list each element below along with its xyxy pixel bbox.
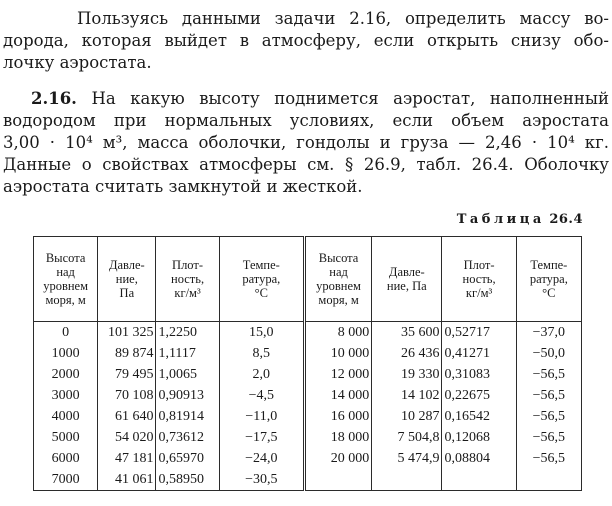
- table-cell: [372, 469, 442, 491]
- table-cell: 10 287: [372, 406, 442, 427]
- table-cell: 0: [34, 322, 98, 344]
- table-cell: 0,16542: [442, 406, 516, 427]
- table-cell: 1,2250: [156, 322, 219, 344]
- table-body: [34, 322, 582, 491]
- table-cell: [442, 469, 516, 491]
- table-row: [34, 448, 582, 469]
- table-cell: 2000: [34, 364, 98, 385]
- atmosphere-properties-table: [33, 236, 582, 491]
- paragraph-line: лочку аэростата.: [3, 53, 152, 72]
- table-cell: 26 436: [372, 343, 442, 364]
- table-cell: 0,73612: [156, 427, 219, 448]
- table-cell: 6000: [34, 448, 98, 469]
- table-caption: [3, 211, 609, 228]
- table-cell: 0,31083: [442, 364, 516, 385]
- table-cell: 1000: [34, 343, 98, 364]
- table-caption-number: 26.4: [549, 212, 583, 227]
- table-cell: 5000: [34, 427, 98, 448]
- table-cell: 0,12068: [442, 427, 516, 448]
- table-cell: 0,58950: [156, 469, 219, 491]
- table-cell: −56,5: [516, 427, 581, 448]
- table-cell: 0,81914: [156, 406, 219, 427]
- table-cell: −56,5: [516, 385, 581, 406]
- table-row: [34, 343, 582, 364]
- table-caption-word: Таблица: [456, 212, 545, 227]
- table-cell: 19 330: [372, 364, 442, 385]
- paragraph-line: 3,00 · 10⁴ м³, масса оболочки, гондолы и груза — 2,46 · 10⁴ кг.: [3, 133, 609, 152]
- table-cell: −17,5: [219, 427, 304, 448]
- table-cell: −4,5: [219, 385, 304, 406]
- column-header: Высота над уровнем моря, м: [304, 237, 371, 322]
- table-cell: 2,0: [219, 364, 304, 385]
- column-header: Давле- ние, Па: [98, 237, 156, 322]
- table-row: [34, 364, 582, 385]
- table-cell: 70 108: [98, 385, 156, 406]
- table-row: [34, 406, 582, 427]
- paragraph-line: Пользуясь данными задачи 2.16, определить массу во-: [77, 9, 609, 28]
- table-cell: 18 000: [304, 427, 371, 448]
- table-cell: 7000: [34, 469, 98, 491]
- column-header: Давле- ние, Па: [372, 237, 442, 322]
- table-cell: [304, 469, 371, 491]
- table-row: [34, 469, 582, 491]
- column-header: Плот- ность, кг/м³: [156, 237, 219, 322]
- table-header-row: [34, 237, 582, 322]
- table-cell: −37,0: [516, 322, 581, 344]
- paragraph-line: Данные о свойствах атмосферы см. § 26.9, табл. 26.4. Оболочку: [3, 155, 609, 174]
- table-cell: 101 325: [98, 322, 156, 344]
- column-header: Высота над уровнем моря, м: [34, 237, 98, 322]
- table-cell: −50,0: [516, 343, 581, 364]
- table-cell: 10 000: [304, 343, 371, 364]
- problem-number: 2.16.: [31, 89, 77, 108]
- table-cell: 8,5: [219, 343, 304, 364]
- table-row: [34, 385, 582, 406]
- table-cell: 47 181: [98, 448, 156, 469]
- table-cell: 5 474,9: [372, 448, 442, 469]
- paragraph-problem-continuation: [3, 8, 609, 74]
- table-cell: −30,5: [219, 469, 304, 491]
- table-cell: 14 102: [372, 385, 442, 406]
- table-cell: 0,65970: [156, 448, 219, 469]
- table-cell: 41 061: [98, 469, 156, 491]
- table-cell: 79 495: [98, 364, 156, 385]
- table-cell: −56,5: [516, 364, 581, 385]
- table-cell: [516, 469, 581, 491]
- table-cell: 15,0: [219, 322, 304, 344]
- table-cell: 0,41271: [442, 343, 516, 364]
- paragraph-line: дорода, которая выйдет в атмосферу, если открыть снизу обо-: [3, 31, 609, 50]
- table-cell: 16 000: [304, 406, 371, 427]
- paragraph-line-text: На какую высоту поднимется аэростат, наполненный: [76, 89, 609, 108]
- table-cell: 14 000: [304, 385, 371, 406]
- table-row: [34, 427, 582, 448]
- table-cell: 0,52717: [442, 322, 516, 344]
- paragraph-problem-2-16: [3, 88, 609, 198]
- table-cell: 35 600: [372, 322, 442, 344]
- column-header: Плот- ность, кг/м³: [442, 237, 516, 322]
- column-header: Темпе- ратура, °C: [219, 237, 304, 322]
- table-cell: 8 000: [304, 322, 371, 344]
- table-cell: −24,0: [219, 448, 304, 469]
- table-cell: 4000: [34, 406, 98, 427]
- table-cell: 0,08804: [442, 448, 516, 469]
- table-cell: −56,5: [516, 406, 581, 427]
- table-cell: 12 000: [304, 364, 371, 385]
- paragraph-line: аэростата считать замкнутой и жесткой.: [3, 177, 363, 196]
- table-cell: 1,1117: [156, 343, 219, 364]
- table-cell: 3000: [34, 385, 98, 406]
- table-cell: 61 640: [98, 406, 156, 427]
- table-cell: 20 000: [304, 448, 371, 469]
- table-cell: 1,0065: [156, 364, 219, 385]
- table-cell: 0,90913: [156, 385, 219, 406]
- table-cell: 0,22675: [442, 385, 516, 406]
- table-cell: 89 874: [98, 343, 156, 364]
- table-cell: −56,5: [516, 448, 581, 469]
- table-cell: 7 504,8: [372, 427, 442, 448]
- table-row: [34, 322, 582, 344]
- table-cell: 54 020: [98, 427, 156, 448]
- column-header: Темпе- ратура, °C: [516, 237, 581, 322]
- table-cell: −11,0: [219, 406, 304, 427]
- paragraph-line: водородом при нормальных условиях, если объем аэростата: [3, 111, 609, 130]
- paragraph-line: [3, 88, 609, 110]
